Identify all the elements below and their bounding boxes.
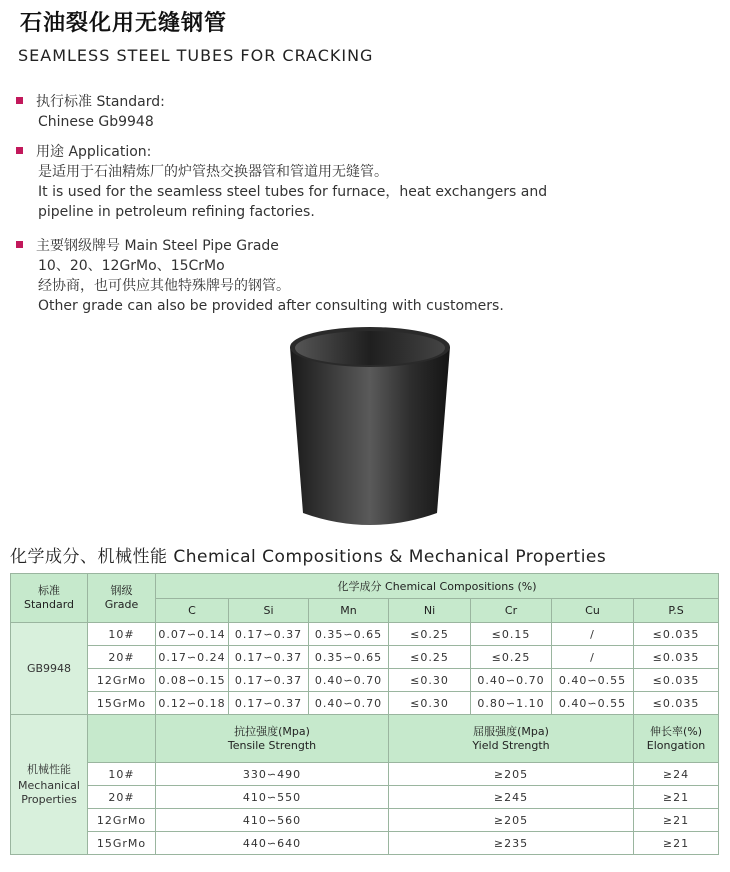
grade-cell: 12GrMo <box>88 669 156 692</box>
application-line: It is used for the seamless steel tubes for furnace，heat exchangers and <box>38 184 548 200</box>
table-cell: ≤0.035 <box>634 692 719 715</box>
grade-cell: 10# <box>88 623 156 646</box>
grade-line: Other grade can also be provided after consulting with customers. <box>38 298 504 314</box>
grade-line: 经协商，也可供应其他特殊牌号的钢管。 <box>38 278 290 294</box>
properties-title: 化学成分、机械性能 Chemical Compositions & Mechanical Properties <box>10 547 607 567</box>
table-cell: 0.12∽0.18 <box>156 692 229 715</box>
col-header-mn: Mn <box>309 599 389 623</box>
table-cell: 0.17∽0.37 <box>229 669 309 692</box>
table-cell: ≤0.25 <box>389 623 471 646</box>
table-cell: 0.80∽1.10 <box>471 692 552 715</box>
table-cell: 0.07∽0.14 <box>156 623 229 646</box>
table-cell: 0.17∽0.37 <box>229 623 309 646</box>
table-cell: ≤0.30 <box>389 669 471 692</box>
table-cell: 0.40∽0.55 <box>552 692 634 715</box>
yield-header: 屈服强度(Mpa) Yield Strength <box>389 715 634 763</box>
chem-group-header: 化学成分 Chemical Compositions (%) <box>156 574 719 599</box>
col-header-cr: Cr <box>471 599 552 623</box>
elongation-cell: ≥21 <box>634 832 719 855</box>
standard-cell: GB9948 <box>11 623 88 715</box>
table-cell: ≤0.035 <box>634 669 719 692</box>
col-header-c: C <box>156 599 229 623</box>
page-title-cn: 石油裂化用无缝钢管 <box>20 11 228 36</box>
mechanical-label: 机械性能 Mechanical Properties <box>11 715 88 855</box>
col-header-cu: Cu <box>552 599 634 623</box>
table-cell: 0.40∽0.55 <box>552 669 634 692</box>
elongation-header: 伸长率(%) Elongation <box>634 715 719 763</box>
bullet-icon <box>16 147 23 154</box>
standard-header: 标准 Standard <box>11 574 88 623</box>
application-line: pipeline in petroleum refining factories. <box>38 204 315 220</box>
table-cell: ≤0.25 <box>389 646 471 669</box>
tensile-cell: 440∽640 <box>156 832 389 855</box>
page-title-en: SEAMLESS STEEL TUBES FOR CRACKING <box>18 46 374 65</box>
yield-cell: ≥205 <box>389 809 634 832</box>
steel-tube-image <box>285 325 455 530</box>
table-cell: 0.17∽0.24 <box>156 646 229 669</box>
grade-line: 10、20、12GrMo、15CrMo <box>38 258 225 274</box>
table-cell: / <box>552 623 634 646</box>
yield-cell: ≥205 <box>389 763 634 786</box>
grade-cell: 20# <box>88 786 156 809</box>
application-heading: 用途 Application: <box>36 144 152 160</box>
grade-cell: 12GrMo <box>88 809 156 832</box>
table-cell: 0.35∽0.65 <box>309 623 389 646</box>
table-cell: 0.17∽0.37 <box>229 692 309 715</box>
table-cell: ≤0.15 <box>471 623 552 646</box>
grade-heading: 主要钢级牌号 Main Steel Pipe Grade <box>36 238 279 254</box>
standard-line: Chinese Gb9948 <box>38 114 154 130</box>
table-cell: ≤0.035 <box>634 623 719 646</box>
table-cell: 0.40∽0.70 <box>471 669 552 692</box>
elongation-cell: ≥24 <box>634 763 719 786</box>
table-cell: 0.40∽0.70 <box>309 669 389 692</box>
bullet-icon <box>16 241 23 248</box>
standard-section <box>16 92 165 132</box>
mech-grade-header <box>88 715 156 763</box>
application-section <box>16 142 547 222</box>
table-cell: 0.17∽0.37 <box>229 646 309 669</box>
table-cell: ≤0.035 <box>634 646 719 669</box>
grade-cell: 10# <box>88 763 156 786</box>
table-cell: 0.35∽0.65 <box>309 646 389 669</box>
tensile-header: 抗拉强度(Mpa) Tensile Strength <box>156 715 389 763</box>
grade-section <box>16 236 504 316</box>
table-cell: ≤0.30 <box>389 692 471 715</box>
properties-table <box>10 573 719 855</box>
tensile-cell: 410∽550 <box>156 786 389 809</box>
yield-cell: ≥235 <box>389 832 634 855</box>
table-cell: / <box>552 646 634 669</box>
tensile-cell: 330∽490 <box>156 763 389 786</box>
grade-cell: 15GrMo <box>88 832 156 855</box>
standard-heading: 执行标准 Standard: <box>36 94 165 110</box>
grade-cell: 15GrMo <box>88 692 156 715</box>
col-header-ps: P.S <box>634 599 719 623</box>
bullet-icon <box>16 97 23 104</box>
yield-cell: ≥245 <box>389 786 634 809</box>
col-header-ni: Ni <box>389 599 471 623</box>
elongation-cell: ≥21 <box>634 786 719 809</box>
elongation-cell: ≥21 <box>634 809 719 832</box>
col-header-si: Si <box>229 599 309 623</box>
table-cell: 0.08∽0.15 <box>156 669 229 692</box>
application-line: 是适用于石油精炼厂的炉管热交换器管和管道用无缝管。 <box>38 164 388 180</box>
grade-header: 钢级 Grade <box>88 574 156 623</box>
grade-cell: 20# <box>88 646 156 669</box>
table-cell: 0.40∽0.70 <box>309 692 389 715</box>
table-cell: ≤0.25 <box>471 646 552 669</box>
tensile-cell: 410∽560 <box>156 809 389 832</box>
